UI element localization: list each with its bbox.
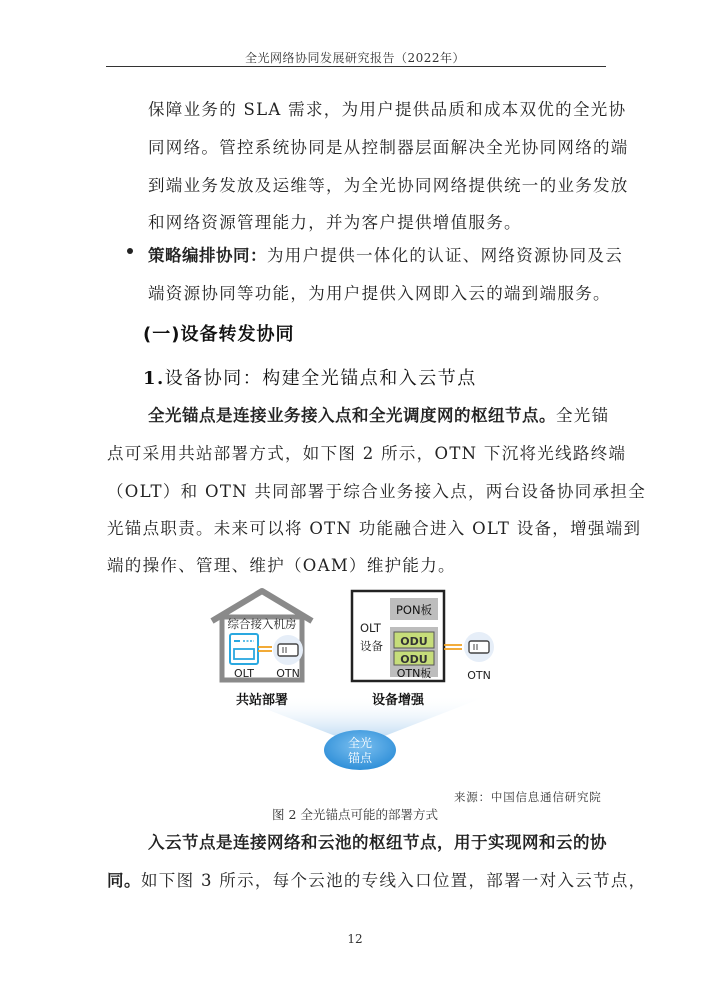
section-heading: (一)设备转发协同 [143, 324, 295, 345]
right-caption: 设备增强 [371, 693, 425, 708]
subsection-number: 1. [143, 368, 165, 389]
right-otn-label: OTN [467, 669, 491, 682]
pon-board-label: PON板 [395, 603, 433, 617]
paragraph2-line1 [148, 402, 609, 426]
figure-anchor-deployment [210, 587, 510, 777]
bullet-label: 策略编排协同： [148, 246, 267, 265]
paragraph3-line1 [148, 829, 607, 853]
odu-label-1: ODU [400, 635, 428, 648]
page-number: 12 [347, 932, 363, 946]
olt-icon [230, 634, 258, 664]
paragraph3-bold-lead: 入云节点是连接网络和云池的枢纽节点，用于实现网和云的协 [148, 833, 607, 852]
subsection-heading [143, 364, 477, 390]
paragraph2-line2: 点可采用共站部署方式，如下图 2 所示，OTN 下沉将光线路终端 [107, 444, 627, 463]
anchor-label-1: 全光 [347, 736, 373, 750]
olt-label: OLT [234, 667, 254, 680]
paragraph3-line2-bold: 同。 [107, 871, 141, 890]
paragraph1-line1: 保障业务的 SLA 需求，为用户提供品质和成本双优的全光协 [148, 100, 627, 119]
paragraph1-line3: 到端业务发放及运维等，为全光协同网络提供统一的业务发放 [148, 176, 629, 195]
figure-source: 来源：中国信息通信研究院 [454, 790, 602, 804]
paragraph2-bold-lead: 全光锚点是连接业务接入点和全光调度网的枢纽节点。 [148, 406, 556, 425]
paragraph1-line4: 和网络资源管理能力，并为客户提供增值服务。 [148, 213, 522, 232]
subsection-text: 设备协同：构建全光锚点和入云节点 [164, 368, 477, 389]
bullet-line2: 端资源协同等功能，为用户提供入网即入云的端到端服务。 [148, 284, 611, 303]
paragraph2-line1-text: 全光锚 [556, 406, 610, 425]
left-caption: 共站部署 [235, 693, 289, 708]
bullet-line1 [148, 242, 623, 266]
house-label: 综合接入机房 [227, 617, 297, 631]
bullet-dot [127, 248, 133, 254]
bullet-line1-text: 为用户提供一体化的认证、网络资源协同及云 [267, 246, 623, 265]
olt-device-label-2: 设备 [360, 639, 383, 653]
header-rule [106, 66, 606, 67]
otn-icon-right [464, 632, 494, 662]
figure-diagram [210, 587, 510, 777]
odu-label-2: ODU [400, 653, 428, 666]
paragraph2-line4: 光锚点职责。未来可以将 OTN 功能融合进入 OLT 设备，增强端到 [107, 519, 642, 538]
anchor-label-2: 锚点 [347, 751, 373, 765]
otn-board-label: OTN板 [396, 667, 432, 680]
paragraph1-line2: 同网络。管控系统协同是从控制器层面解决全光协同网络的端 [148, 138, 629, 157]
otn-icon [273, 635, 303, 665]
paragraph3-line2 [107, 867, 647, 891]
running-header: 全光网络协同发展研究报告（2022年） [244, 51, 466, 65]
otn-label: OTN [276, 667, 300, 680]
figure-caption: 图 2 全光锚点可能的部署方式 [272, 807, 438, 822]
olt-device-label-1: OLT [360, 621, 381, 635]
paragraph3-line2-text: 如下图 3 所示，每个云池的专线入口位置，部署一对入云节点， [141, 871, 647, 890]
paragraph2-line3: （OLT）和 OTN 共同部署于综合业务接入点，两台设备协同承担全 [107, 482, 647, 501]
paragraph2-line5: 端的操作、管理、维护（OAM）维护能力。 [107, 556, 456, 575]
